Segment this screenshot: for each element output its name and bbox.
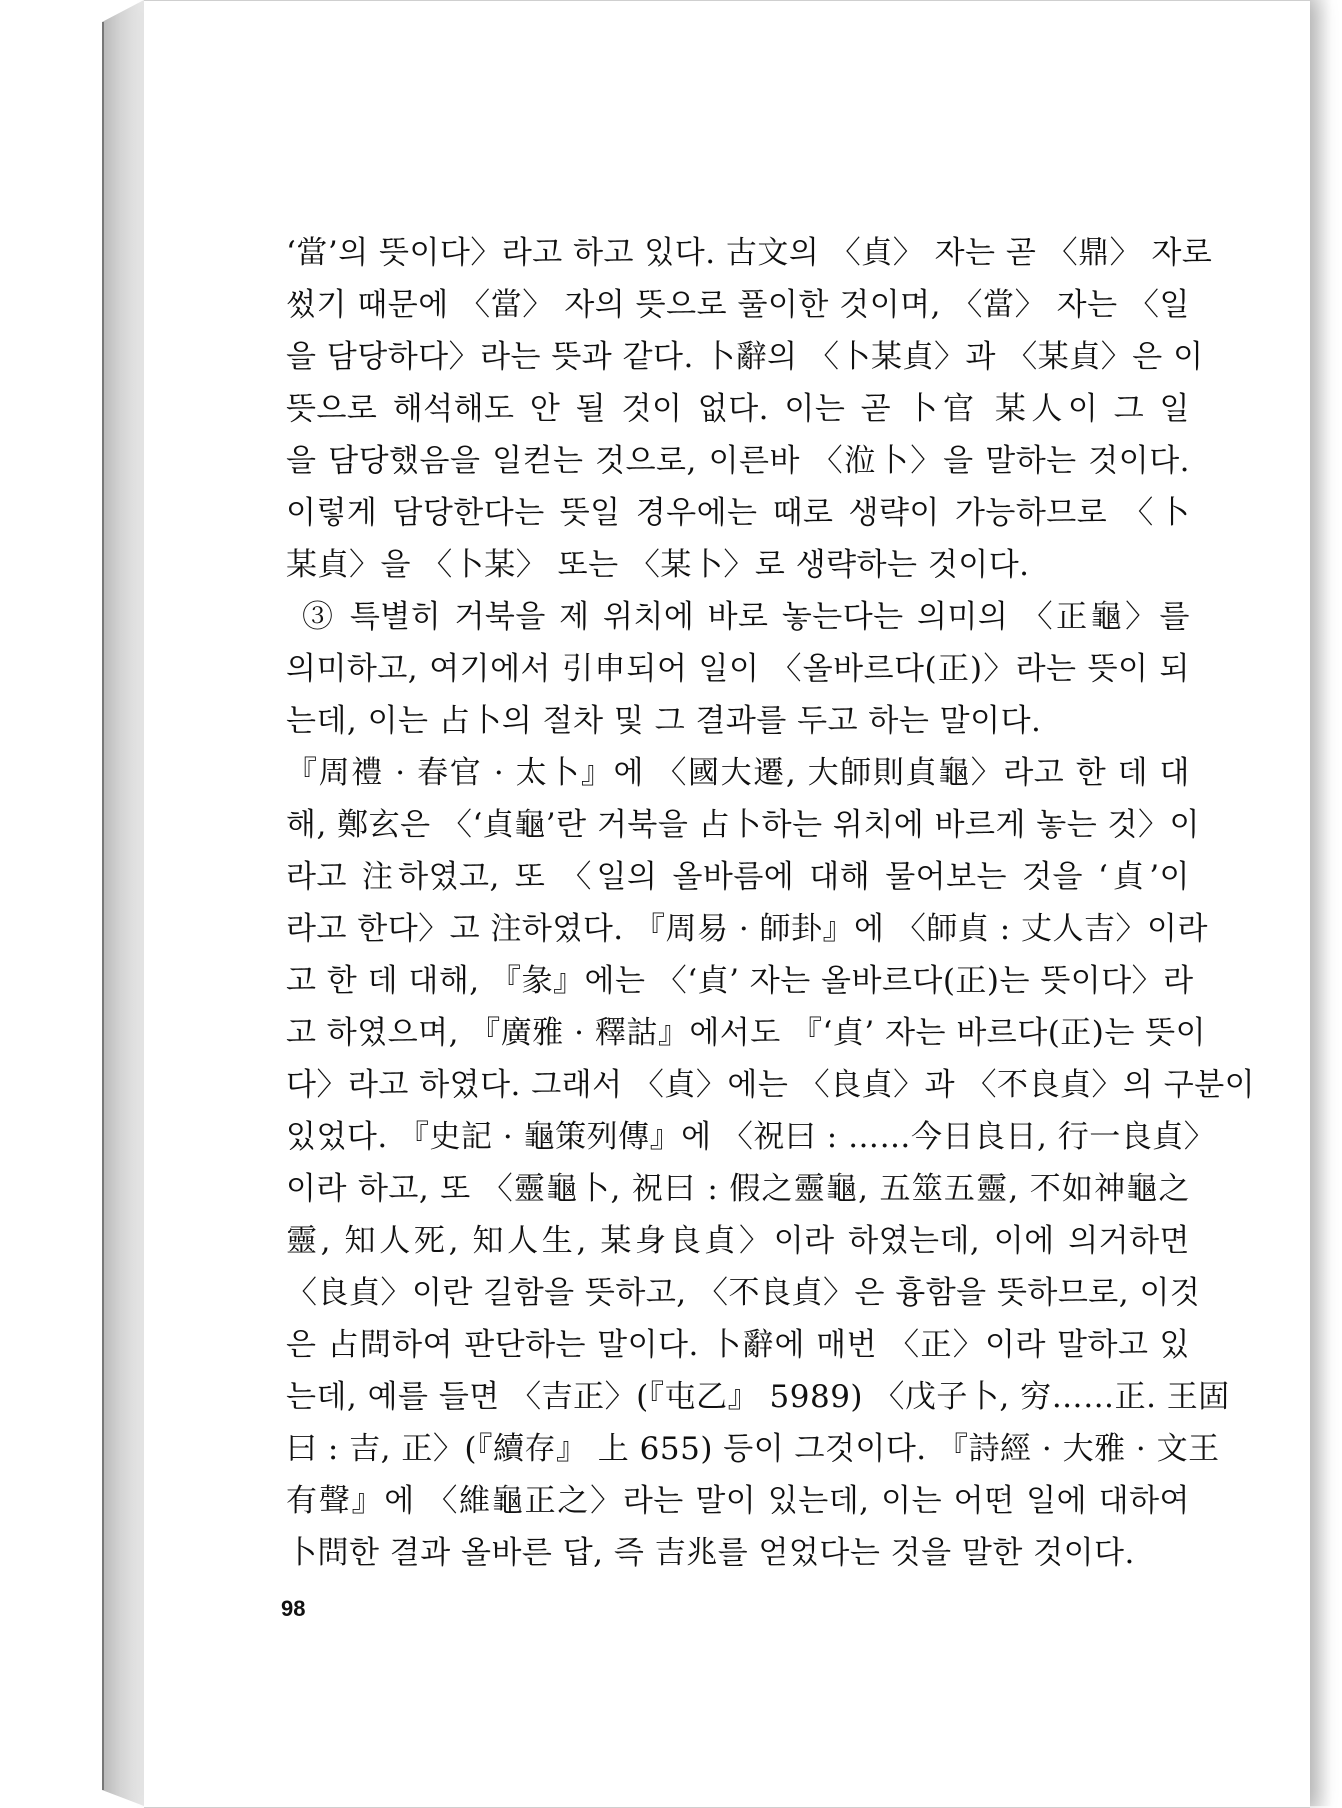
text-line: 라고 한다〉고 注하였다. 『周易 · 師卦』에 〈師貞 : 丈人吉〉이라 (286, 911, 1208, 947)
text-line: 는데, 예를 들면 〈吉正〉(『屯乙』 5989) 〈戊子卜, 穷……正. 王固 (286, 1379, 1230, 1415)
page-number: 98 (281, 1596, 306, 1621)
text-line: 이라 하고, 또 〈靈龜卜, 祝曰 : 假之靈龜, 五筮五靈, 不如神龜之 (286, 1171, 1190, 1207)
text-line: 해, 鄭玄은 〈‘貞龜’란 거북을 占卜하는 위치에 바르게 놓는 것〉이 (286, 807, 1200, 843)
text-line: ③ 특별히 거북을 제 위치에 바로 놓는다는 의미의 〈正龜〉를 (302, 599, 1190, 635)
text-line: 을 담당했음을 일컫는 것으로, 이른바 〈涖卜〉을 말하는 것이다. (286, 443, 1190, 479)
text-line: 이렇게 담당한다는 뜻일 경우에는 때로 생략이 가능하므로 〈卜 (286, 495, 1190, 531)
text-line: 라고 注하였고, 또 〈일의 올바름에 대해 물어보는 것을 ‘貞’이 (286, 859, 1190, 895)
book-spine-edge (102, 0, 104, 1806)
text-line: 뜻으로 해석해도 안 될 것이 없다. 이는 곧 卜官 某人이 그 일 (286, 391, 1190, 427)
text-line: 卜問한 결과 올바른 답, 즉 吉兆를 얻었다는 것을 말한 것이다. (286, 1535, 1135, 1571)
text-line: 고 한 데 대해, 『彖』에는 〈‘貞’ 자는 올바르다(正)는 뜻이다〉라 (286, 963, 1194, 999)
page-shadow (1310, 0, 1332, 1806)
book-spine (102, 0, 144, 1806)
text-line: 썼기 때문에 〈當〉 자의 뜻으로 풀이한 것이며, 〈當〉 자는 〈일 (286, 287, 1190, 323)
text-line: 某貞〉을 〈卜某〉 또는 〈某卜〉로 생략하는 것이다. (286, 547, 1030, 583)
text-line: 曰 : 吉, 正〉(『續存』 上 655) 등이 그것이다. 『詩經 · 大雅 · 文王 (286, 1431, 1220, 1467)
text-line: 『周禮 · 春官 · 太卜』에 〈國大遷, 大師則貞龜〉라고 한 데 대 (286, 755, 1190, 791)
text-line: 는데, 이는 占卜의 절차 및 그 결과를 두고 하는 말이다. (286, 703, 1042, 739)
text-line: ‘當’의 뜻이다〉라고 하고 있다. 古文의 〈貞〉 자는 곧 〈鼎〉 자로 (286, 235, 1213, 271)
text-line: 있었다. 『史記 · 龜策列傳』에 〈祝曰 : ……今日良日, 行一良貞〉 (286, 1119, 1216, 1155)
text-line: 고 하였으며, 『廣雅 · 釋詁』에서도 『‘貞’ 자는 바르다(正)는 뜻이 (286, 1015, 1207, 1051)
text-line: 다〉라고 하였다. 그래서 〈貞〉에는 〈良貞〉과 〈不良貞〉의 구분이 (286, 1067, 1256, 1103)
text-line: 有聲』에 〈維龜正之〉라는 말이 있는데, 이는 어떤 일에 대하여 (286, 1483, 1190, 1519)
text-line: 의미하고, 여기에서 引申되어 일이 〈올바르다(正)〉라는 뜻이 되 (286, 651, 1190, 687)
text-line: 靈, 知人死, 知人生, 某身良貞〉이라 하였는데, 이에 의거하면 (286, 1223, 1190, 1259)
text-line: 은 占問하여 판단하는 말이다. 卜辭에 매번 〈正〉이라 말하고 있 (286, 1327, 1190, 1363)
text-line: 을 담당하다〉라는 뜻과 같다. 卜辭의 〈卜某貞〉과 〈某貞〉은 이 (286, 339, 1204, 375)
body-text (286, 227, 1256, 1579)
text-line: 〈良貞〉이란 길함을 뜻하고, 〈不良貞〉은 흉함을 뜻하므로, 이것 (286, 1275, 1201, 1311)
